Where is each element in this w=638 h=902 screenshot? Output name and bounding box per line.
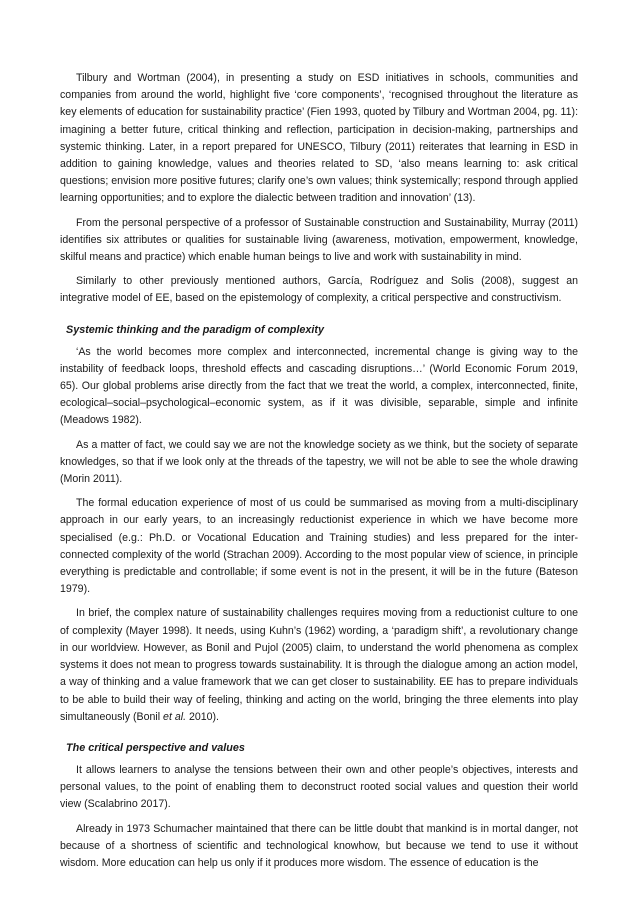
section-heading: Systemic thinking and the paradigm of complexity bbox=[66, 323, 324, 336]
paragraph: It allows learners to analyse the tensions between their own and other people’s objectives, interests and personal values, to the point of enabling them to deconstruct rooted social values and question their world view (Scalabrino 2017). bbox=[60, 763, 578, 811]
paragraph-tail: 2010). bbox=[186, 710, 219, 723]
section-heading: The critical perspective and values bbox=[66, 741, 245, 754]
paragraph: The formal education experience of most of us could be summarised as moving from a multi-disciplinary approach in our early years, to an increasingly reductionist experience in which we have become more specialised (e.g.: Ph.D. or Vocational Education and Training studies) and less prepared for the inter-connected complexity of the world (Strachan 2009). According to the most popular view of science, in principle everything is predictable and controllable; if some event is not in the present, it will be in the future (Bateson 1979). bbox=[60, 497, 578, 596]
paragraph: Already in 1973 Schumacher maintained that there can be little doubt that mankind is in mortal danger, not because of a shortness of scientific and technological knowhow, but because we tend to use it without wisdom. More education can help us only if it produces more wisdom. The essence of education is the bbox=[60, 822, 578, 869]
paragraph: Tilbury and Wortman (2004), in presenting a study on ESD initiatives in schools, communities and companies from around the world, highlight five ‘core components’, ‘recognised throughout the literature as key elements of education for sustainability practice’ (Fien 1993, quoted by Tilbury and Wortman 2004, pg. 11): imagining a better future, critical thinking and reflection, participation in decision-making, partnerships and systemic thinking. Later, in a report prepared for UNESCO, Tilbury (2011) reiterates that learning in ESD in addition to gaining knowledge, values and theories related to SD, ‘also means learning to: ask critical questions; envision more positive futures; clarify one’s own values; think systemically; respond through applied learning opportunities; and to explore the dialectic between tradition and innovation’ (13). bbox=[60, 72, 579, 205]
italic-text: et al. bbox=[163, 710, 187, 723]
paragraph: Similarly to other previously mentioned authors, García, Rodríguez and Solis (2008), suggest an integrative model of EE, based on the epistemology of complexity, a critical perspective and constructivism. bbox=[60, 275, 578, 305]
paragraph-text: In brief, the complex nature of sustainability challenges requires moving from a reductionist culture to one of complexity (Mayer 1998). It needs, using Kuhn’s (1962) wording, a ‘paradigm shift’, a revolutionary change in our worldview. However, as Bonil and Pujol (2005) claim, to understand the world phenomena as complex systems it does not mean to progress towards sustainability. It is through the dialogue among an action model, a way of thinking and a value framework that we can get closer to sustainability. EE has to prepare individuals to be able to build their way of feeling, thinking and acting on the world, bringing the three elements into play simultaneously (Bonil bbox=[60, 607, 578, 723]
paragraph: ‘As the world becomes more complex and interconnected, incremental change is giving way to the instability of feedback loops, threshold effects and cascading disruptions…’ (World Economic Forum 2019, 65). Our global problems arise directly from the fact that we treat the world, a complex, interconnected, finite, ecological–social–psychological–economic system, as if it was divisible, separable, simple and infinite (Meadows 1982). bbox=[60, 345, 578, 427]
paragraph: As a matter of fact, we could say we are not the knowledge society as we think, but the society of separate knowledges, so that if we look only at the threads of the tapestry, we will not be able to see the whole drawing (Morin 2011). bbox=[60, 438, 578, 486]
paragraph: From the personal perspective of a professor of Sustainable construction and Sustainability, Murray (2011) identifies six attributes or qualities for sustainable living (awareness, motivation, empowerment, knowledge, skilful means and practice) which enable human beings to live and work with sustainability in mind. bbox=[60, 216, 578, 264]
paragraph bbox=[60, 605, 578, 725]
